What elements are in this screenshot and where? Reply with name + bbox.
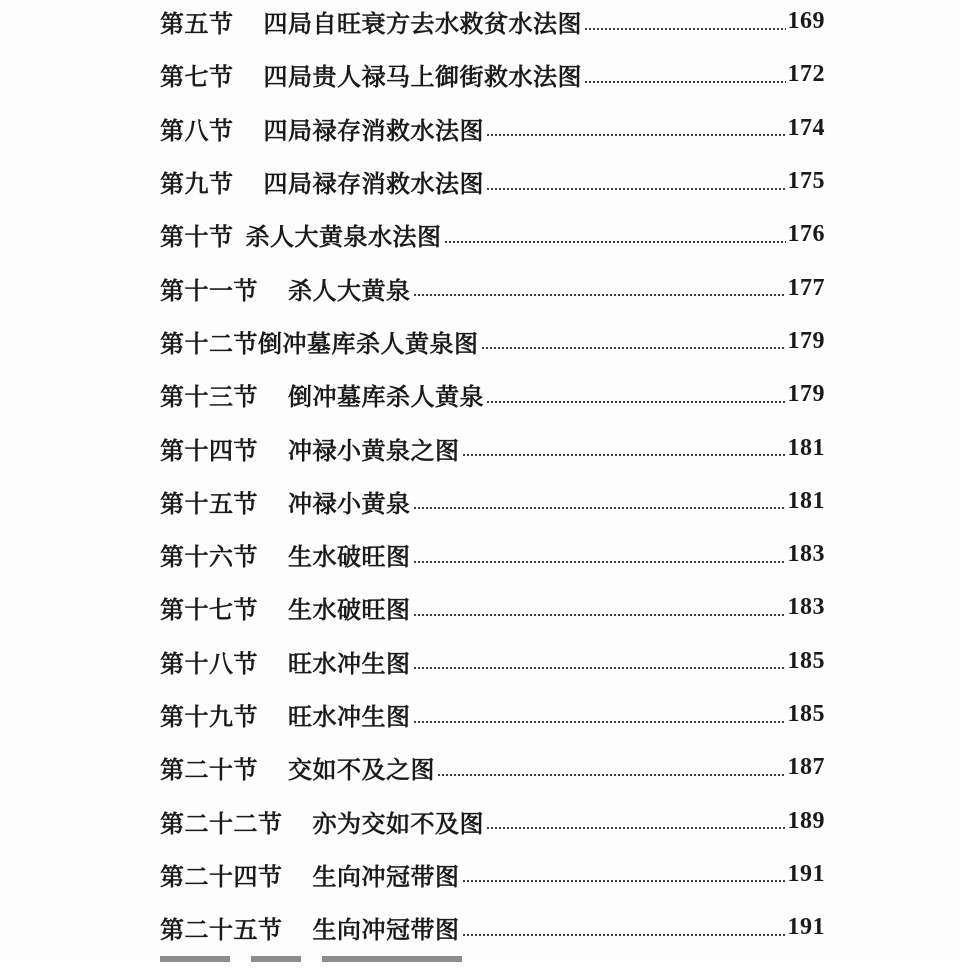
table-of-contents: [160, 0, 825, 954]
dot-leader: [413, 276, 786, 300]
toc-entry: [160, 528, 825, 581]
section-label: 第十七节: [160, 595, 258, 625]
page-number: 177: [787, 274, 825, 301]
section-label: 第十五节: [160, 488, 258, 518]
section-title: 亦为交如不及图: [312, 808, 484, 838]
section-label: 第十节: [160, 222, 234, 252]
dot-leader: [462, 916, 786, 940]
section-label: 第十六节: [160, 542, 258, 572]
dot-leader: [413, 489, 786, 513]
dot-leader: [481, 329, 786, 353]
section-title: 生水破旺图: [288, 542, 411, 572]
section-title: 倒冲墓库杀人黄泉图: [258, 328, 479, 358]
section-title: 四局自旺衰方去水救贫水法图: [263, 9, 582, 39]
dot-leader: [486, 116, 786, 140]
toc-entry: [160, 581, 825, 634]
dot-leader: [486, 809, 786, 833]
section-title: 杀人大黄泉水法图: [245, 222, 442, 252]
section-title: 旺水冲生图: [288, 648, 411, 678]
section-label: 第七节: [160, 62, 234, 92]
dot-leader: [584, 63, 786, 87]
section-title: 生水破旺图: [288, 595, 411, 625]
toc-entry: [160, 0, 825, 48]
page-number: 185: [787, 701, 825, 727]
section-title: 杀人大黄泉: [288, 275, 411, 305]
section-label: 第九节: [160, 169, 234, 199]
page-number: 183: [787, 541, 825, 568]
page-number: 179: [787, 327, 825, 354]
toc-entry: [160, 421, 825, 474]
toc-entry: [160, 261, 825, 314]
section-title: 倒冲墓库杀人黄泉: [288, 382, 484, 412]
toc-entry: [160, 741, 825, 794]
section-label: 第二十节: [160, 755, 258, 785]
dot-leader: [413, 649, 786, 673]
section-label: 第十四节: [160, 435, 258, 465]
dot-leader: [437, 756, 786, 780]
section-label: 第二十四节: [160, 861, 283, 891]
section-label: 第二十二节: [160, 808, 283, 838]
dot-leader: [462, 436, 786, 460]
dot-leader: [444, 223, 786, 247]
toc-entry: [160, 848, 825, 901]
toc-entry: [160, 901, 825, 954]
dot-leader: [584, 10, 786, 34]
dot-leader: [413, 703, 786, 727]
page-number: 174: [787, 114, 825, 141]
dot-leader: [486, 170, 786, 194]
cut-off-toc-entry: [160, 950, 825, 970]
page-number: 185: [787, 647, 825, 674]
section-title: 生向冲冠带图: [312, 915, 460, 945]
toc-entry: [160, 315, 825, 368]
section-label: 第五节: [160, 9, 234, 39]
toc-entry: [160, 102, 825, 155]
dot-leader: [413, 596, 786, 620]
page-number: 191: [787, 914, 825, 941]
toc-entry: [160, 155, 825, 208]
dot-leader: [462, 862, 786, 886]
page-number: 176: [787, 221, 825, 248]
page-number: 189: [787, 807, 825, 834]
dot-leader: [413, 543, 786, 567]
section-title: 生向冲冠带图: [312, 861, 460, 891]
section-label: 第十三节: [160, 382, 258, 412]
page-number: 175: [787, 168, 825, 195]
page-number: 172: [787, 61, 825, 88]
section-title: 四局禄存消救水法图: [263, 169, 484, 199]
page-number: 181: [787, 487, 825, 514]
page-number: 169: [787, 8, 825, 35]
toc-entry: [160, 208, 825, 261]
section-title: 冲禄小黄泉: [288, 488, 411, 518]
page-number: 187: [787, 754, 825, 781]
toc-entry: [160, 48, 825, 101]
cut-off-glyphs: [160, 956, 230, 962]
section-label: 第二十五节: [160, 915, 283, 945]
section-title: 四局贵人禄马上御街救水法图: [263, 62, 582, 92]
cut-off-glyphs: [322, 956, 462, 962]
section-title: 四局禄存消救水法图: [263, 115, 484, 145]
section-label: 第十一节: [160, 275, 258, 305]
toc-entry: [160, 635, 825, 688]
toc-entry: [160, 475, 825, 528]
page-number: 179: [787, 381, 825, 408]
toc-entry: [160, 368, 825, 421]
section-label: 第十二节: [160, 328, 258, 358]
page-number: 181: [787, 434, 825, 461]
section-title: 旺水冲生图: [288, 702, 411, 731]
section-title: 交如不及之图: [288, 755, 435, 785]
section-title: 冲禄小黄泉之图: [288, 435, 460, 465]
section-label: 第八节: [160, 115, 234, 145]
page-number: 183: [787, 594, 825, 621]
toc-entry: [160, 794, 825, 847]
section-label: 第十八节: [160, 648, 258, 678]
page-number: 191: [787, 860, 825, 887]
cut-off-glyphs: [251, 956, 301, 962]
section-label: 第十九节: [160, 702, 258, 731]
toc-entry: [160, 688, 825, 741]
dot-leader: [486, 383, 786, 407]
